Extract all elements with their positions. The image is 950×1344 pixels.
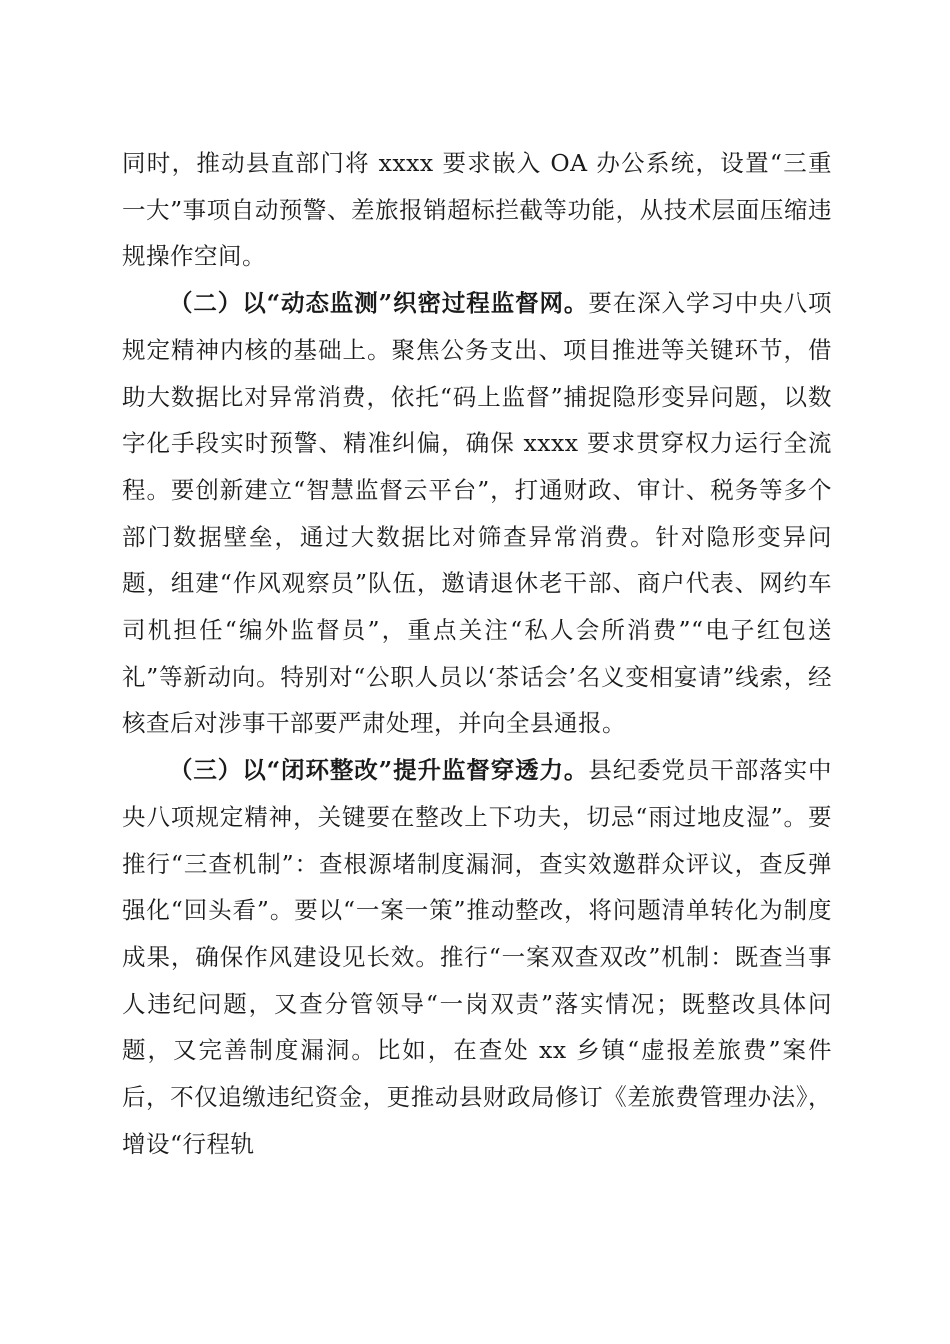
section-heading: （三）以“闭环整改”提升监督穿透力。 xyxy=(169,756,589,785)
paragraph-text: 县纪委党员干部落实中央八项规定精神，关键要在整改上下功夫，切忌“雨过地皮湿”。要推行“三查机制”：查根源堵制度漏洞，查实效邀群众评议，查反弹强化“回头看”。要以“一案一策”推动整改，将问题清单转化为制度成果，确保作风建设见长效。推行“一案双查双改”机制：既查当事人违纪问题，又查分管领导“一岗双责”落实情况；既整改具体问题，又完善制度漏洞。比如，在查处 xx 乡镇“虚报差旅费”案件后，不仅追缴违纪资金，更推动县财政局修订《差旅费管理办法》，增设“行程轨 xyxy=(122,756,832,1158)
document-body xyxy=(122,140,832,1167)
section-heading: （二）以“动态监测”织密过程监督网。 xyxy=(169,289,589,318)
paragraph-text: 要在深入学习中央八项规定精神内核的基础上。聚焦公务支出、项目推进等关键环节，借助大数据比对异常消费，依托“码上监督”捕捉隐形变异问题，以数字化手段实时预警、精准纠偏，确保 xxxx 要求贯穿权力运行全流程。要创新建立“智慧监督云平台”，打通财政、审计、税务等多个部门数据壁垒，通过大数据比对筛查异常消费。针对隐形变异问题，组建“作风观察员”队伍，邀请退休老干部、商户代表、网约车司机担任“编外监督员”，重点关注“私人会所消费”“电子红包送礼”等新动向。特别对“公职人员以‘茶话会’名义变相宴请”线索，经核查后对涉事干部要严肃处理，并向全县通报。 xyxy=(122,289,832,738)
paragraph-continuation xyxy=(122,140,832,280)
paragraph-section-two xyxy=(122,280,832,747)
paragraph-section-three xyxy=(122,747,832,1167)
paragraph-text: 同时，推动县直部门将 xxxx 要求嵌入 OA 办公系统，设置“三重一大”事项自动预警、差旅报销超标拦截等功能，从技术层面压缩违规操作空间。 xyxy=(122,149,832,271)
